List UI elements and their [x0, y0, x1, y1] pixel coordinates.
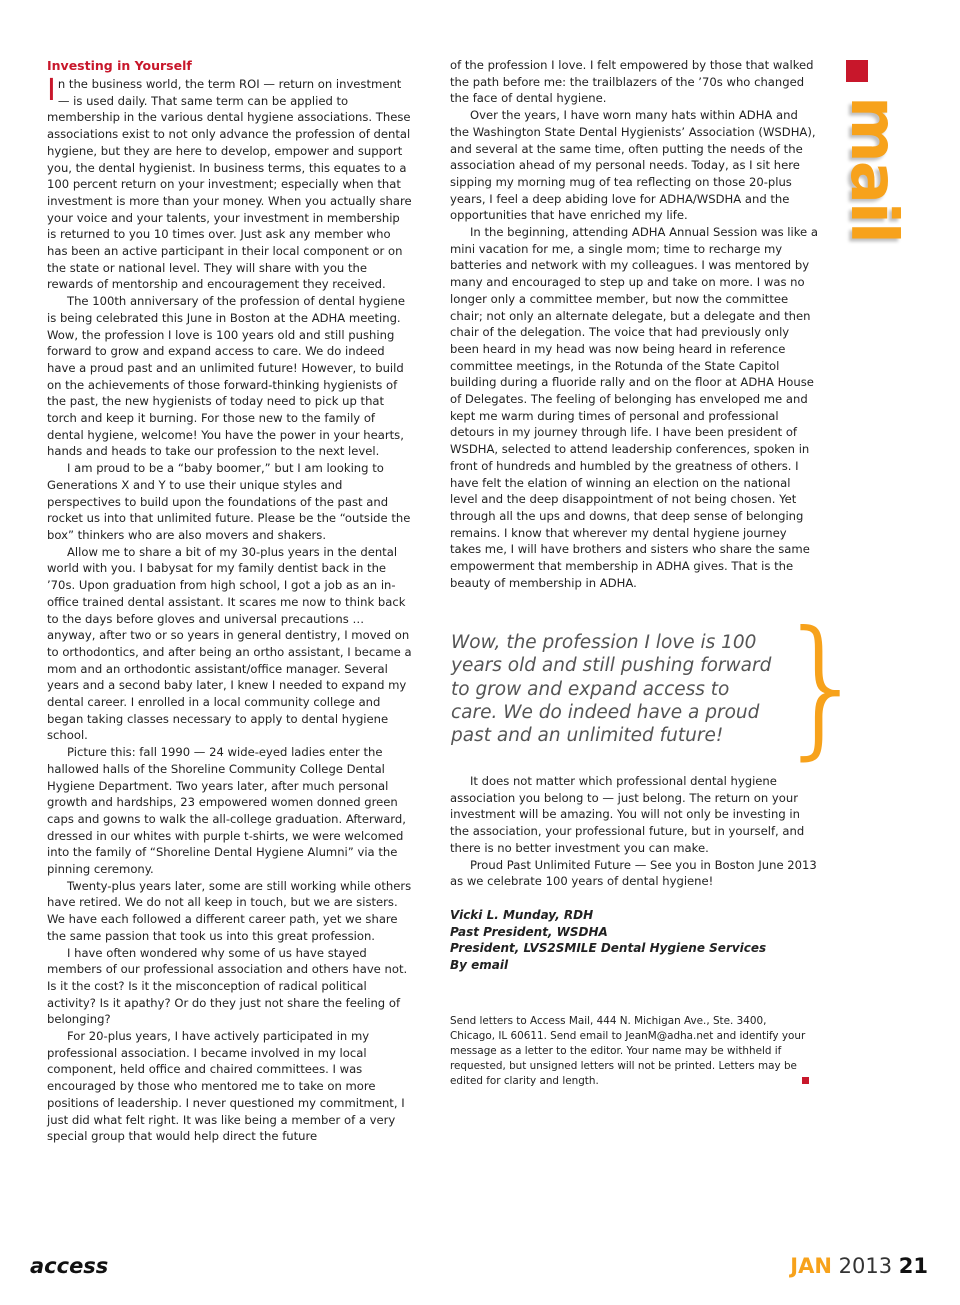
body-paragraph: I have often wondered why some of us have stayed members of our professional association and others have not. Is it the cost? Is it the misconception of radical political activity? Is it apathy? Or do they just not share the feeling of belonging? — [47, 945, 408, 1027]
publication-name: access — [30, 1254, 109, 1278]
body-paragraph: The 100th anniversary of the profession of dental hygiene is being celebrated this June in Boston at the ADHA meeting. Wow, the profession I love is 100 years old and still pushing forward to grow and expand access to care. We do indeed have a proud past and an unlimited future! However, to build on the achievements of those forward-thinking hygienists of the past, the new hygienists of today need to pick up that torch and keep it burning. For those new to the family of dental hygiene, welcome! You have the power in your hearts, hands and heads to take our profession to the next level. — [47, 294, 406, 459]
folio-year: 2013 — [838, 1254, 893, 1278]
closing-paragraphs — [450, 773, 818, 890]
author-title: President, LVS2SMILE Dental Hygiene Services — [450, 941, 767, 956]
body-paragraph: I am proud to be a “baby boomer,” but I am looking to Generations X and Y to use their unique styles and perspectives to build upon the foundations of the past and rocket us into that unlimited future. Please be the “outside the box” thinkers who are also movers and shakers. — [47, 461, 411, 542]
page-number: 21 — [898, 1254, 928, 1278]
body-paragraph: In the beginning, attending ADHA Annual Session was like a mini vacation for me, a single mom; time to recharge my batteries and network with my colleagues. I was mentored by many and encouraged to step up and take on more. I was no longer only a committee member, but now the committee chair; not only an alternate delegate, but a delegate and then chair of the delegation. The voice that had previously only been heard in my head was now being heard in reference committee meetings, in the Rotunda of the State Capitol building during a fluoride rally and on the floor at ADHA House of Delegates. The feeling of belonging has enveloped me and kept me warm during times of personal and professional detours in my journey through life. I have been president of WSDHA, selected to attend leadership conferences, spoken in front of hundreds and humbled by the greatness of others. I have felt the elation of winning an election on the national level and the deep disappointment of not being chosen. Yet through all the ups and downs, that deep sense of belonging remains. I know that wherever my dental hygiene journey takes me, I will have brothers and sisters who share the same empowerment that membership in ADHA gives. That is the beauty of membership in ADHA. — [450, 225, 818, 590]
body-paragraph: Twenty-plus years later, some are still working while others have retired. We do not all keep in touch, but we are sisters. We have each followed a different career path, yet we share the same passion that took us into this great profession. — [47, 878, 412, 943]
body-paragraph: Proud Past Unlimited Future — See you in Boston June 2013 as we celebrate 100 years of dental hygiene! — [450, 857, 817, 889]
section-marker-square — [846, 60, 868, 82]
article-heading: Investing in Yourself — [47, 58, 192, 73]
body-paragraph — [47, 73, 412, 293]
signature-block — [450, 907, 818, 974]
letters-footnote: Send letters to Access Mail, 444 N. Michigan Ave., Ste. 3400, Chicago, IL 60611. Send email to JeanM@adha.net and identify your message as a letter to the editor. Your name may be withheld if requested, but unsigned letters will not be printed. Letters may be edited for clarity and length. — [450, 1015, 806, 1087]
body-paragraph: Allow me to share a bit of my 30-plus years in the dental world with you. I babysat for my family dentist back in the ’70s. Upon graduation from high school, I got a job as an in-office trained dental assistant. It scares me now to think back to the days before gloves and universal precautions … anyway, after two or so years in general dentistry, I moved on to orthodontics, and after being an ortho assistant, I became a mom and an orthodontic assistant/office manager. Several years and a second baby later, I knew I needed to expand my dental career. I enrolled in a local community college and began taking classes necessary to apply to dental hygiene school. — [47, 544, 412, 743]
body-paragraph: For 20-plus years, I have actively participated in my professional association. I became involved in my local component, held office and chaired committees. I was encouraged by those who mentored me to take on more positions of leadership. I never questioned my commitment, I just did what felt right. It was like being a member of a very special group that would help direct the future — [47, 1029, 405, 1144]
author-name: Vicki L. Munday, RDH — [450, 908, 594, 922]
author-title: Past President, WSDHA — [450, 924, 608, 939]
pull-quote: Wow, the profession I love is 100 years old and still pushing forward to grow and expand access to care. We do indeed have a proud past and an unlimited future! — [451, 632, 772, 747]
left-column — [47, 57, 412, 1145]
first-paragraph-text: n the business world, the term ROI — return on investment — is used daily. That same term can be applied to membership in the various dental hygiene associations. These associations exist to not only advance the profession of dental hygiene, but they are here to develop, empower and support you, the dental hygienist. In business terms, this equates to a 100 percent return on your investment; especially when that investment is more than your money. When you actually share your voice and your talents, your investment in membership is returned to you 10 times over. Just ask any member who has been an active participant in their local component or on the state or national level. They will share with you the rewards of mentorship and encouragement they received. — [47, 77, 412, 292]
body-paragraph: Over the years, I have worn many hats within ADHA and the Washington State Dental Hygienists’ Association (WSDHA), and several at the same time, often putting the needs of the association ahead of my personal needs. Today, as I sit here sipping my morning mug of tea reflecting on those 20-plus years, I feel a deep abiding love for ADHA/WSDHA and the opportunities that have enriched my life. — [450, 108, 816, 223]
section-label-text: mail — [836, 96, 910, 242]
pull-quote-brace-icon: } — [775, 600, 871, 774]
body-paragraph: of the profession I love. I felt empowered by those that walked the path before me: the trailblazers of the ’70s who changed the face of dental hygiene. — [450, 58, 814, 106]
right-column — [450, 57, 818, 592]
drop-cap: I — [47, 73, 56, 108]
page-folio — [790, 1254, 928, 1278]
folio-month: JAN — [790, 1254, 832, 1278]
author-source: By email — [450, 958, 509, 973]
body-paragraph: Picture this: fall 1990 — 24 wide-eyed ladies enter the hallowed halls of the Shoreline Community College Dental Hygiene Department. Two years later, after much personal growth and hardships, 23 empowered women donned green caps and gowns to walk the all-college graduation. Afterward, dressed in our whites with purple t-shirts, we were welcomed into the family of “Shoreline Dental Hygiene Alumni” via the pinning ceremony. — [47, 745, 406, 877]
section-label — [838, 96, 908, 256]
body-paragraph: It does not matter which professional dental hygiene association you belong to — just belong. The return on your investment will be amazing. You will not only be investing in the association, your professional future, but in yourself, and there is no better investment you can make. — [450, 774, 805, 855]
end-mark — [802, 1077, 809, 1084]
